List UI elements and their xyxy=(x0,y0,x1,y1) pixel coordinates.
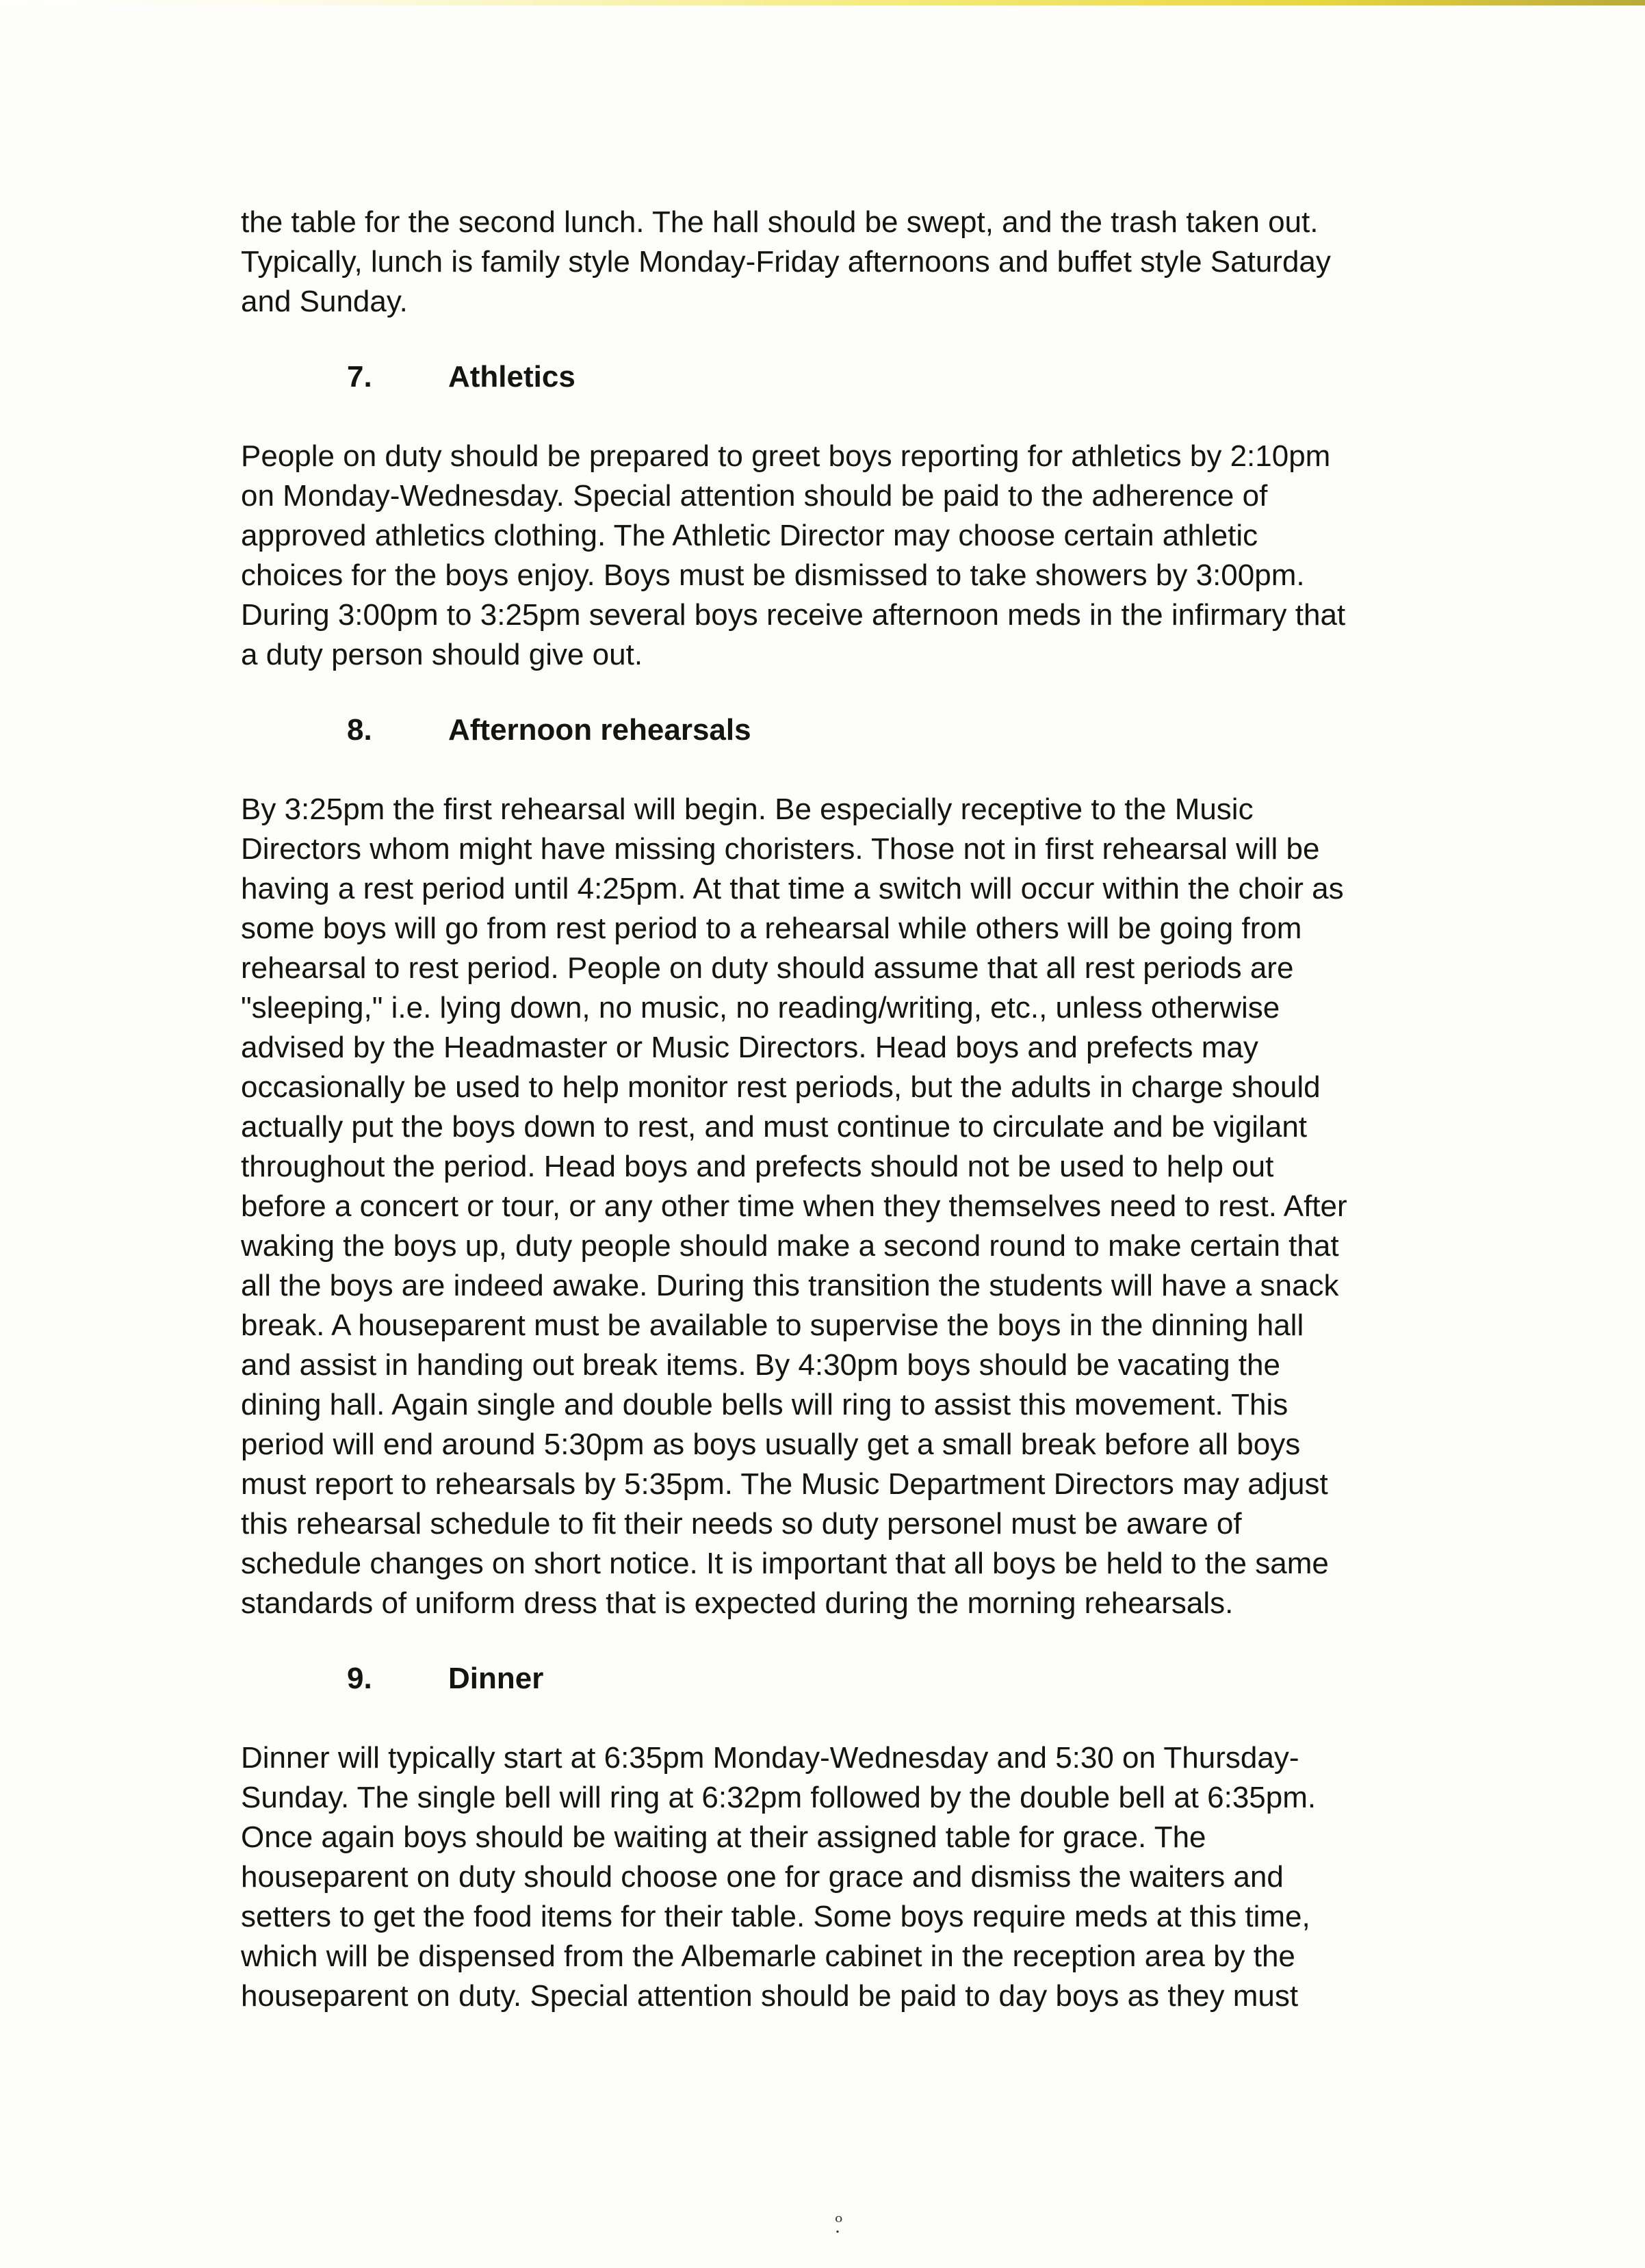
text-line: throughout the period. Head boys and prefects should not be used to help out xyxy=(241,1150,1274,1183)
text-line: and assist in handing out break items. By 4:30pm boys should be vacating the xyxy=(241,1348,1280,1382)
section-heading-athletics xyxy=(241,357,1541,397)
text-line: Dinner will typically start at 6:35pm Monday-Wednesday and 5:30 on Thursday- xyxy=(241,1741,1299,1775)
text-line: on Monday-Wednesday. Special attention should be paid to the adherence of xyxy=(241,479,1268,513)
text-line: must report to rehearsals by 5:35pm. The Music Department Directors may adjust xyxy=(241,1467,1328,1501)
text-line: During 3:00pm to 3:25pm several boys receive afternoon meds in the infirmary that xyxy=(241,598,1346,632)
text-line: occasionally be used to help monitor rest periods, but the adults in charge should xyxy=(241,1070,1321,1104)
text-line: advised by the Headmaster or Music Directors. Head boys and prefects may xyxy=(241,1031,1258,1064)
text-line: "sleeping," i.e. lying down, no music, no reading/writing, etc., unless otherwise xyxy=(241,991,1280,1025)
section-number: 7. xyxy=(347,360,372,394)
section-title: Athletics xyxy=(448,360,575,394)
section-title: Afternoon rehearsals xyxy=(448,713,751,747)
paragraph-dinner xyxy=(241,1738,1541,2016)
paragraph-intro xyxy=(241,203,1541,322)
text-line: rehearsal to rest period. People on duty should assume that all rest periods are xyxy=(241,951,1294,985)
section-number: 8. xyxy=(347,713,372,747)
text-line: period will end around 5:30pm as boys usually get a small break before all boys xyxy=(241,1428,1301,1461)
text-line: Typically, lunch is family style Monday-Friday afternoons and buffet style Saturday xyxy=(241,245,1331,279)
text-line: standards of uniform dress that is expected during the morning rehearsals. xyxy=(241,1586,1234,1620)
text-line: the table for the second lunch. The hall should be swept, and the trash taken out. xyxy=(241,205,1319,239)
text-line: this rehearsal schedule to fit their needs so duty personel must be aware of xyxy=(241,1507,1242,1541)
section-title: Dinner xyxy=(448,1662,544,1695)
text-line: break. A houseparent must be available to supervise the boys in the dinning hall xyxy=(241,1309,1304,1342)
text-line: a duty person should give out. xyxy=(241,638,643,671)
text-line: Once again boys should be waiting at their assigned table for grace. The xyxy=(241,1820,1206,1854)
text-line: houseparent on duty should choose one for grace and dismiss the waiters and xyxy=(241,1860,1284,1894)
text-line: People on duty should be prepared to greet boys reporting for athletics by 2:10pm xyxy=(241,439,1331,473)
text-line: setters to get the food items for their table. Some boys require meds at this time, xyxy=(241,1900,1310,1933)
text-line: all the boys are indeed awake. During this transition the students will have a snack xyxy=(241,1269,1339,1302)
page-top-edge xyxy=(0,0,1645,5)
text-line: before a concert or tour, or any other time when they themselves need to rest. After xyxy=(241,1189,1347,1223)
text-line: having a rest period until 4:25pm. At that time a switch will occur within the choir as xyxy=(241,872,1344,905)
text-line: waking the boys up, duty people should make a second round to make certain that xyxy=(241,1229,1339,1263)
document-body xyxy=(241,203,1541,2016)
text-line: actually put the boys down to rest, and must continue to circulate and be vigilant xyxy=(241,1110,1308,1144)
text-line: and Sunday. xyxy=(241,285,408,318)
text-line: choices for the boys enjoy. Boys must be dismissed to take showers by 3:00pm. xyxy=(241,558,1305,592)
page-footer-mark: ᵒ̣ xyxy=(835,2211,843,2234)
text-line: dining hall. Again single and double bells will ring to assist this movement. This xyxy=(241,1388,1288,1421)
section-number: 9. xyxy=(347,1662,372,1695)
text-line: Sunday. The single bell will ring at 6:32pm followed by the double bell at 6:35pm. xyxy=(241,1781,1317,1814)
text-line: houseparent on duty. Special attention should be paid to day boys as they must xyxy=(241,1979,1299,2013)
paragraph-afternoon-rehearsals xyxy=(241,790,1541,1623)
paragraph-athletics xyxy=(241,437,1541,675)
text-line: schedule changes on short notice. It is important that all boys be held to the same xyxy=(241,1547,1329,1580)
text-line: Directors whom might have missing choristers. Those not in first rehearsal will be xyxy=(241,832,1320,866)
text-line: By 3:25pm the first rehearsal will begin. Be especially receptive to the Music xyxy=(241,792,1254,826)
section-heading-dinner xyxy=(241,1659,1541,1699)
text-line: which will be dispensed from the Albemarle cabinet in the reception area by the xyxy=(241,1940,1295,1973)
section-heading-afternoon-rehearsals xyxy=(241,710,1541,750)
text-line: some boys will go from rest period to a rehearsal while others will be going from xyxy=(241,912,1302,945)
text-line: approved athletics clothing. The Athletic Director may choose certain athletic xyxy=(241,519,1258,552)
